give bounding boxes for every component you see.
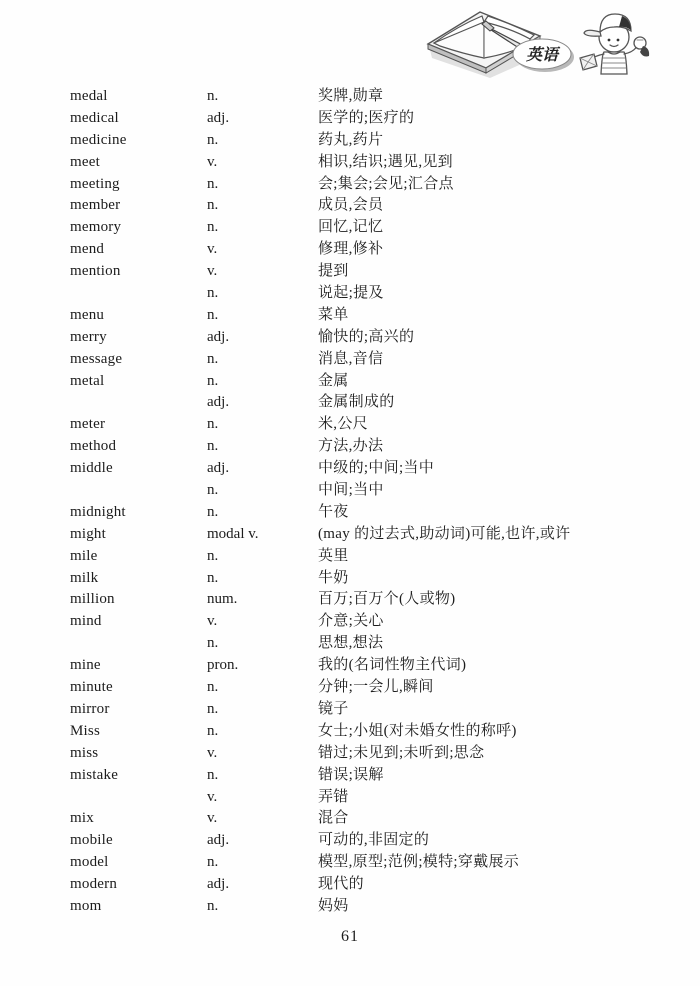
entry-pos: n. [207,482,219,499]
vocab-row [70,502,670,524]
entry-pos: v. [207,744,218,761]
vocab-row [70,261,670,283]
entry-pos: adj. [207,876,230,893]
header-decoration [424,2,668,86]
entry-pos: n. [207,635,219,652]
entry-definition: 金属制成的 [318,394,395,411]
entry-pos: n. [207,219,219,236]
entry-word: memory [70,219,122,236]
entry-word: mine [70,657,101,674]
entry-pos: n. [207,131,219,148]
vocab-row [70,611,670,633]
entry-definition: 相识,结识;遇见,见到 [318,153,453,170]
entry-pos: v. [207,810,218,827]
entry-word: mention [70,263,121,280]
entry-definition: 成员,会员 [318,197,384,214]
vocab-row [70,568,670,590]
vocab-row [70,896,670,918]
entry-word: mind [70,613,102,630]
entry-word: message [70,350,123,367]
vocab-row [70,765,670,787]
vocab-row [70,677,670,699]
entry-definition: 可动的,非固定的 [318,832,430,849]
entry-definition: 模型,原型;范例;模特;穿戴展示 [318,854,520,871]
vocab-row [70,699,670,721]
entry-pos: num. [207,591,238,608]
entry-word: mobile [70,832,113,849]
entry-pos: n. [207,766,219,783]
vocab-row [70,852,670,874]
entry-word: mile [70,547,98,564]
entry-pos: n. [207,503,219,520]
vocab-row [70,721,670,743]
page-footer [0,928,700,946]
vocab-row [70,414,670,436]
entry-definition: 药丸,药片 [318,131,384,148]
entry-word: merry [70,328,107,345]
entry-definition: 菜单 [318,306,349,323]
entry-pos: v. [207,613,218,630]
vocab-row [70,524,670,546]
entry-pos: n. [207,547,219,564]
vocab-row [70,655,670,677]
entry-definition: 回忆,记忆 [318,219,384,236]
entry-definition: 说起;提及 [318,285,384,302]
entry-pos: n. [207,88,219,104]
entry-definition: 妈妈 [318,897,349,914]
vocab-row [70,830,670,852]
entry-definition: 现代的 [318,876,364,893]
entry-pos: n. [207,285,219,302]
entry-pos: n. [207,569,219,586]
entry-definition: 午夜 [318,503,349,520]
entry-word: modern [70,876,118,893]
entry-word: model [70,854,109,871]
vocab-row [70,787,670,809]
vocab-row [70,371,670,393]
vocab-row [70,874,670,896]
vocab-row [70,86,670,108]
entry-word: meter [70,416,106,433]
entry-definition: 提到 [318,263,349,280]
entry-word: mistake [70,766,119,783]
vocab-row [70,195,670,217]
entry-definition: 百万;百万个(人或物) [318,591,456,608]
entry-definition: 英里 [318,547,349,564]
entry-definition: 错误;误解 [318,766,384,783]
vocab-row [70,217,670,239]
entry-pos: n. [207,416,219,433]
entry-pos: n. [207,372,219,389]
vocab-row [70,174,670,196]
entry-definition: 修理,修补 [318,241,384,258]
entry-word: meet [70,153,100,170]
entry-word: milk [70,569,99,586]
entry-pos: n. [207,438,219,455]
entry-word: meeting [70,175,120,192]
entry-definition: 镜子 [318,700,349,717]
entry-definition: 米,公尺 [318,416,368,433]
entry-pos: adj. [207,328,230,345]
entry-definition: 会;集会;会见;汇合点 [318,175,454,192]
entry-word: middle [70,460,113,477]
vocab-row [70,108,670,130]
entry-pos: n. [207,197,219,214]
entry-pos: adj. [207,460,230,477]
entry-definition: 思想,想法 [318,635,384,652]
vocab-row [70,546,670,568]
entry-definition: 混合 [318,810,349,827]
vocab-row [70,283,670,305]
vocab-row [70,458,670,480]
vocab-row [70,327,670,349]
english-badge-label: 英语 [525,47,559,64]
vocab-row [70,239,670,261]
entry-word: Miss [70,722,100,739]
entry-word: menu [70,306,105,323]
entry-word: metal [70,372,105,389]
entry-definition: 金属 [318,372,349,389]
english-speech-bubble [513,39,574,72]
entry-word: miss [70,744,99,761]
entry-pos: modal v. [207,525,259,542]
entry-word: medicine [70,131,127,148]
entry-definition: 我的(名词性物主代词) [318,657,467,674]
entry-definition: 医学的;医疗的 [318,109,415,126]
entry-word: million [70,591,115,608]
entry-definition: 方法,办法 [318,438,384,455]
entry-definition: 中级的;中间;当中 [318,460,435,477]
entry-pos: v. [207,153,218,170]
entry-definition: 中间;当中 [318,482,384,499]
vocab-row [70,480,670,502]
entry-word: member [70,197,121,214]
entry-pos: v. [207,241,218,258]
entry-pos: n. [207,679,219,696]
entry-definition: 分钟;一会儿,瞬间 [318,679,434,696]
page-number: 61 [341,928,359,945]
vocab-row [70,152,670,174]
vocab-row [70,633,670,655]
vocab-row [70,436,670,458]
entry-word: mix [70,810,94,827]
entry-word: midnight [70,503,126,520]
entry-definition: 弄错 [318,788,349,805]
entry-word: medal [70,88,108,104]
cartoon-boy-icon [580,14,649,74]
vocab-row [70,349,670,371]
entry-word: method [70,438,117,455]
vocab-row [70,808,670,830]
entry-definition: (may 的过去式,助动词)可能,也许,或许 [318,525,571,542]
entry-definition: 奖牌,勋章 [318,88,384,104]
vocab-row [70,743,670,765]
entry-definition: 介意;关心 [318,613,384,630]
entry-pos: n. [207,854,219,871]
vocab-row [70,392,670,414]
entry-pos: n. [207,700,219,717]
entry-pos: adj. [207,109,230,126]
entry-word: mend [70,241,105,258]
vocab-row [70,589,670,611]
entry-pos: n. [207,722,219,739]
vocab-row [70,305,670,327]
entry-word: medical [70,109,119,126]
entry-definition: 错过;未见到;未听到;思念 [318,744,485,761]
entry-word: minute [70,679,113,696]
entry-pos: adj. [207,832,230,849]
entry-definition: 消息,音信 [318,350,384,367]
entry-word: might [70,525,107,542]
entry-pos: n. [207,306,219,323]
entry-pos: n. [207,350,219,367]
entry-word: mom [70,897,102,914]
vocab-row [70,130,670,152]
entry-pos: pron. [207,657,239,674]
entry-pos: v. [207,788,218,805]
entry-pos: n. [207,175,219,192]
entry-definition: 女士;小姐(对未婚女性的称呼) [318,722,517,739]
entry-word: mirror [70,700,110,717]
entry-pos: adj. [207,394,230,411]
vocab-list [70,86,670,918]
entry-definition: 愉快的;高兴的 [318,328,415,345]
entry-pos: n. [207,897,219,914]
entry-definition: 牛奶 [318,569,349,586]
entry-pos: v. [207,263,218,280]
